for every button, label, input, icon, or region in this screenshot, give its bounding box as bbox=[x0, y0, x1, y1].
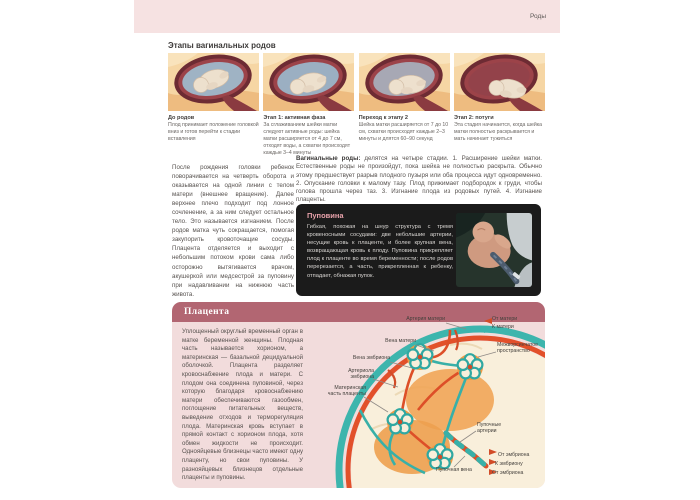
label-from-mother: От матери bbox=[492, 316, 518, 322]
label-maternal-part: Материнская часть плаценты bbox=[327, 385, 366, 397]
stage-text: Эта стадия начинается, когда шейка матки полностью раскрывается и мать начинает тужиться bbox=[453, 122, 543, 142]
label-vein-embryo: Вена эмбриона bbox=[352, 355, 390, 361]
running-head-bar bbox=[134, 0, 560, 33]
stage-text: За сглаживанием шейки матки следуют активные роды: шейка матки расширяется от 4 до 7 см, отходят воды, а схватки происходят каждые 3–4 минуты bbox=[263, 122, 351, 156]
birth-stage-illustration bbox=[359, 53, 450, 111]
birth-stage-illustration bbox=[263, 53, 354, 111]
stage-text: Плод принимает положение головкой вниз и готов перейти к стадии вставления bbox=[168, 122, 259, 142]
stage-card-pushing bbox=[454, 53, 545, 157]
placenta-title: Плацента bbox=[184, 307, 230, 317]
vaginal-birth-paragraph bbox=[296, 155, 542, 205]
stage-title: Этап 2: потуги bbox=[453, 115, 494, 121]
label-to-mother: К матери bbox=[492, 324, 514, 330]
after-birth-paragraph: После рождения головки ребенок поворачивается на четверть оборота и оказывается на одной линии с телом матери (внешнее вращение). Далее верхнее плечо подходит под лонное сочленение, а за ним следует остальное тело. Это называется изгнанием. После родов матка чуть сокращается, помогая закупорить кровоточащие сосуды. Плацента отделяется и выходит с небольшим потоком крови сама либо осторожно вытягивается врачом, акушеркой или медсестрой за пуповину при надавливании на нижнюю часть живота. bbox=[172, 164, 294, 298]
label-umbilical-arteries: Пупочные артерии bbox=[477, 422, 502, 434]
label-from-embryo-bottom: От эмбриона bbox=[492, 470, 524, 476]
villous-tree bbox=[387, 409, 413, 435]
umbilical-cord-box bbox=[296, 204, 541, 296]
stage-title: Этап 1: активная фаза bbox=[263, 115, 326, 121]
stage-text: Шейка матки расширяется от 7 до 10 см, схватки происходят каждые 2–3 минуты и длятся 60–90 секунд bbox=[358, 122, 449, 142]
label-arteriole-embryo: Артериола эмбриона bbox=[348, 368, 374, 380]
stage-title: Переход к этапу 2 bbox=[358, 115, 409, 121]
placenta-text: Уплощенный округлый временный орган в матке беременной женщины. Плодная часть называется хорионом, а материнская — базальной децидуальной оболочкой. Плацента разделяет кровоснабжение плода и матери. С плодом она соединена пуповиной, через которую благодаря кровоснабжению матери обеспечиваются газообмен, поглощение питательных веществ, выведение отходов и терморегуляция плода. Материнская кровь вступает в прямой контакт с хорионом плода, хотя обмен жидкости не происходит. Однояйцевые близнецы часто имеют одну плаценту, но свои пуповины. У разнояйцевых близнецов отдельные плаценты и пуповины. bbox=[182, 328, 303, 482]
vaginal-birth-text: делятся на четыре стадии. 1. Расширение шейки матки. Естественные роды не произойдут, пока шейка не полностью раскрыта. Обычно этому предшествует разрыв плодного пузыря или оба процесса идут одновременно. 2. Опускание головки к малому тазу. Плод прижимает подбородок к груди, чтобы голова прошла через таз. 3. Изгнание плода из родовых путей. 4. Изгнание плаценты. bbox=[296, 155, 542, 204]
villous-tree bbox=[457, 354, 483, 380]
label-from-embryo-top: От эмбриона bbox=[498, 452, 530, 458]
newborn-photo-illustration bbox=[456, 213, 532, 287]
vaginal-birth-lead: Вагинальные роды: bbox=[296, 155, 361, 162]
label-artery-mother: Артерия матери bbox=[406, 316, 445, 322]
villous-tree bbox=[407, 344, 433, 370]
stage-card-transition bbox=[359, 53, 450, 157]
label-intervillous-space: Межворсинчатое пространство bbox=[497, 342, 539, 354]
birth-stage-illustration bbox=[168, 53, 259, 111]
stage-title: До родов bbox=[168, 115, 195, 121]
umbilical-box-text: Гибкая, похожая на шнур структура с тремя кровеносными сосудами: две небольшие артерии, несущие кровь к плаценте, и более крупная вена, возвращающая кровь к плоду. Пуповина прикрепляет плод к плаценте во время беременности; после родов перерезается, а часть, прикрепленная к ребенку, отпадает, обнажая пупок. bbox=[307, 224, 453, 279]
label-vein-mother: Вена матери bbox=[385, 338, 416, 344]
birth-stage-illustration bbox=[454, 53, 545, 111]
label-umbilical-vein: Пупочная вена bbox=[436, 467, 472, 473]
umbilical-box-title: Пуповина bbox=[307, 211, 344, 220]
stage-card-active-phase bbox=[263, 53, 354, 157]
running-title: Роды bbox=[530, 13, 546, 20]
label-to-embryo: К эмбриону bbox=[495, 461, 523, 467]
stage-card-before-birth bbox=[168, 53, 259, 157]
flow-arrow-icon bbox=[484, 318, 492, 324]
stages-section-title: Этапы вагинальных родов bbox=[168, 41, 276, 50]
birth-stages-row bbox=[168, 53, 545, 157]
newborn-photo bbox=[456, 213, 532, 287]
